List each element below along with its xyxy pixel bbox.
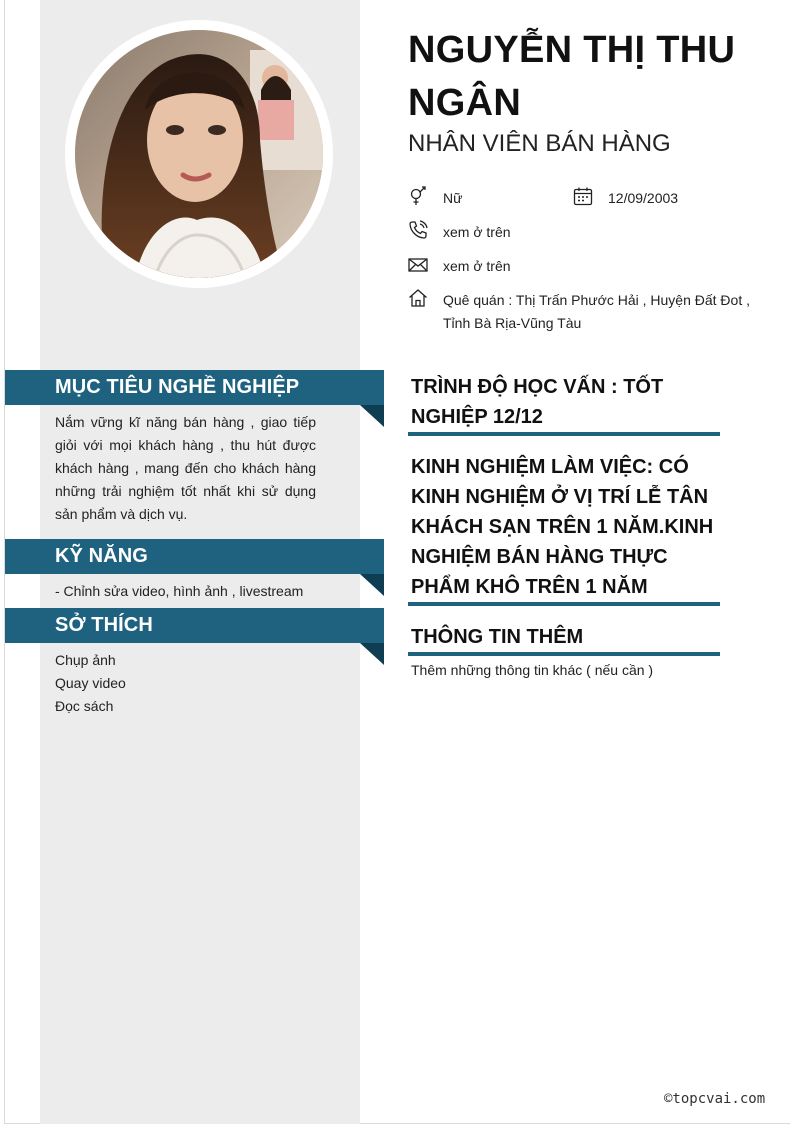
objective-text: Nắm vững kĩ năng bán hàng , giao tiếp giỏi với mọi khách hàng , thu hút được khách hàng , mang đến cho khách hàng những trải nghiệm tốt nhất khi sử dụng sản phẩm và dịch vụ. [55,414,316,522]
list-item: Quay video [55,675,126,691]
candidate-name: NGUYỄN THỊ THU NGÂN [408,29,736,124]
job-title: NHÂN VIÊN BÁN HÀNG [408,130,671,157]
avatar [75,30,323,278]
section-divider [408,652,720,656]
gender-icon [408,186,428,206]
ribbon-fold [360,574,384,596]
section-divider [408,602,720,606]
hobbies-section-header [5,608,384,643]
watermark: ©topcvai.com [664,1091,766,1107]
home-icon [408,288,428,308]
calendar-icon [573,186,593,206]
email-value: xem ở trên [443,258,511,274]
skills-text: - Chỉnh sửa video, hình ảnh , livestream [55,583,304,599]
ribbon-fold [360,405,384,427]
education-heading: TRÌNH ĐỘ HỌC VẤN : TỐT NGHIỆP 12/12 [411,376,664,428]
section-divider [408,432,720,436]
phone-icon [408,220,428,240]
envelope-icon [408,255,428,275]
list-item: Đọc sách [55,698,114,714]
experience-heading: KINH NGHIỆM LÀM VIỆC: CÓ KINH NGHIỆM Ở VỊ TRÍ LỄ TÂN KHÁCH SẠN TRÊN 1 NĂM.KINH NGHIỆM BÁN HÀNG THỰC PHẨM KHÔ TRÊN 1 NĂM [411,456,714,598]
avatar-photo [75,30,323,278]
phone-value: xem ở trên [443,224,511,240]
hobbies-title: SỞ THÍCH [55,614,153,636]
gender-value: Nữ [443,190,463,206]
objective-title: MỤC TIÊU NGHỀ NGHIỆP [55,376,300,398]
list-item: Chụp ảnh [55,652,116,668]
hobbies-list [55,649,316,718]
skills-title: KỸ NĂNG [55,545,148,567]
skills-section-header [5,539,384,574]
birthday-value: 12/09/2003 [608,190,679,206]
address-value: Quê quán : Thị Trấn Phước Hải , Huyện Đất Đot , Tỉnh Bà Rịa-Vũng Tàu [443,292,750,331]
objective-section-header [5,370,384,405]
additional-info-text: Thêm những thông tin khác ( nếu cần ) [411,662,654,678]
ribbon-fold [360,643,384,665]
additional-info-heading: THÔNG TIN THÊM [411,626,584,648]
